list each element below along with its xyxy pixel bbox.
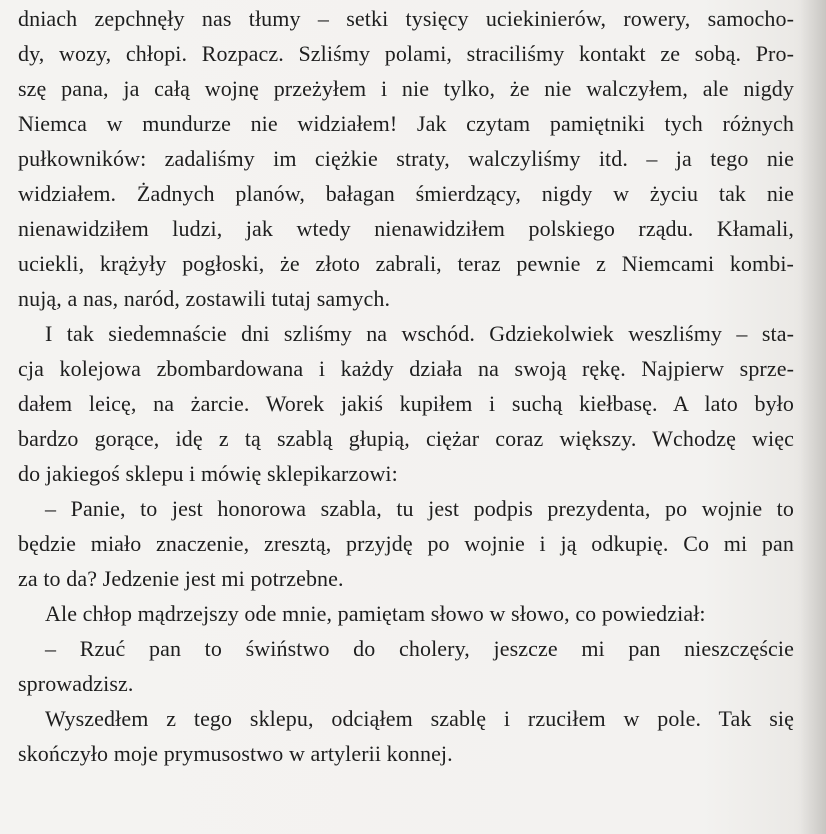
text-line: uciekli, krążyły pogłoski, że złoto zabrali, teraz pewnie z Niemcami kombi- <box>18 251 794 276</box>
text-line: bardzo gorące, idę z tą szablą głupią, ciężar coraz większy. Wchodzę więc <box>18 426 794 451</box>
paragraph-start-line: Wyszedłem z tego sklepu, odciąłem szablę i rzuciłem w pole. Tak się <box>45 706 794 731</box>
text-line: dałem leicę, na żarcie. Worek jakiś kupiłem i suchą kiełbasę. A lato było <box>18 391 794 416</box>
text-line: widziałem. Żadnych planów, bałagan śmierdzący, nigdy w życiu tak nie <box>18 181 794 206</box>
dialogue-line: – Panie, to jest honorowa szabla, tu jest podpis prezydenta, po wojnie to <box>45 496 794 521</box>
paragraph-start-line: Ale chłop mądrzejszy ode mnie, pamiętam słowo w słowo, co powiedział: <box>45 601 706 626</box>
text-line: sprowadzisz. <box>18 671 134 696</box>
text-line: dniach zepchnęły nas tłumy – setki tysięcy uciekinierów, rowery, samocho- <box>18 6 794 31</box>
text-line: będzie miało znaczenie, zresztą, przyjdę po wojnie i ją odkupię. Co mi pan <box>18 531 794 556</box>
text-line: do jakiegoś sklepu i mówię sklepikarzowi: <box>18 461 398 486</box>
text-line: szę pana, ja całą wojnę przeżyłem i nie tylko, że nie walczyłem, ale nigdy <box>18 76 794 101</box>
text-line: cja kolejowa zbombardowana i każdy działa na swoją rękę. Najpierw sprze- <box>18 356 794 381</box>
text-line: Niemca w mundurze nie widziałem! Jak czytam pamiętniki tych różnych <box>18 111 794 136</box>
text-line: dy, wozy, chłopi. Rozpacz. Szliśmy polami, straciliśmy kontakt ze sobą. Pro- <box>18 41 794 66</box>
text-line: pułkowników: zadaliśmy im ciężkie straty, walczyliśmy itd. – ja tego nie <box>18 146 794 171</box>
page-edge-shadow <box>800 0 826 834</box>
text-line: nienawidziłem ludzi, jak wtedy nienawidziłem polskiego rządu. Kłamali, <box>18 216 794 241</box>
paragraph-start-line: I tak siedemnaście dni szliśmy na wschód. Gdziekolwiek weszliśmy – sta- <box>45 321 794 346</box>
text-line: skończyło moje prymusostwo w artylerii konnej. <box>18 741 453 766</box>
text-line: za to da? Jedzenie jest mi potrzebne. <box>18 566 344 591</box>
dialogue-line: – Rzuć pan to świństwo do cholery, jeszcze mi pan nieszczęście <box>45 636 794 661</box>
text-line: nują, a nas, naród, zostawili tutaj samych. <box>18 286 391 311</box>
